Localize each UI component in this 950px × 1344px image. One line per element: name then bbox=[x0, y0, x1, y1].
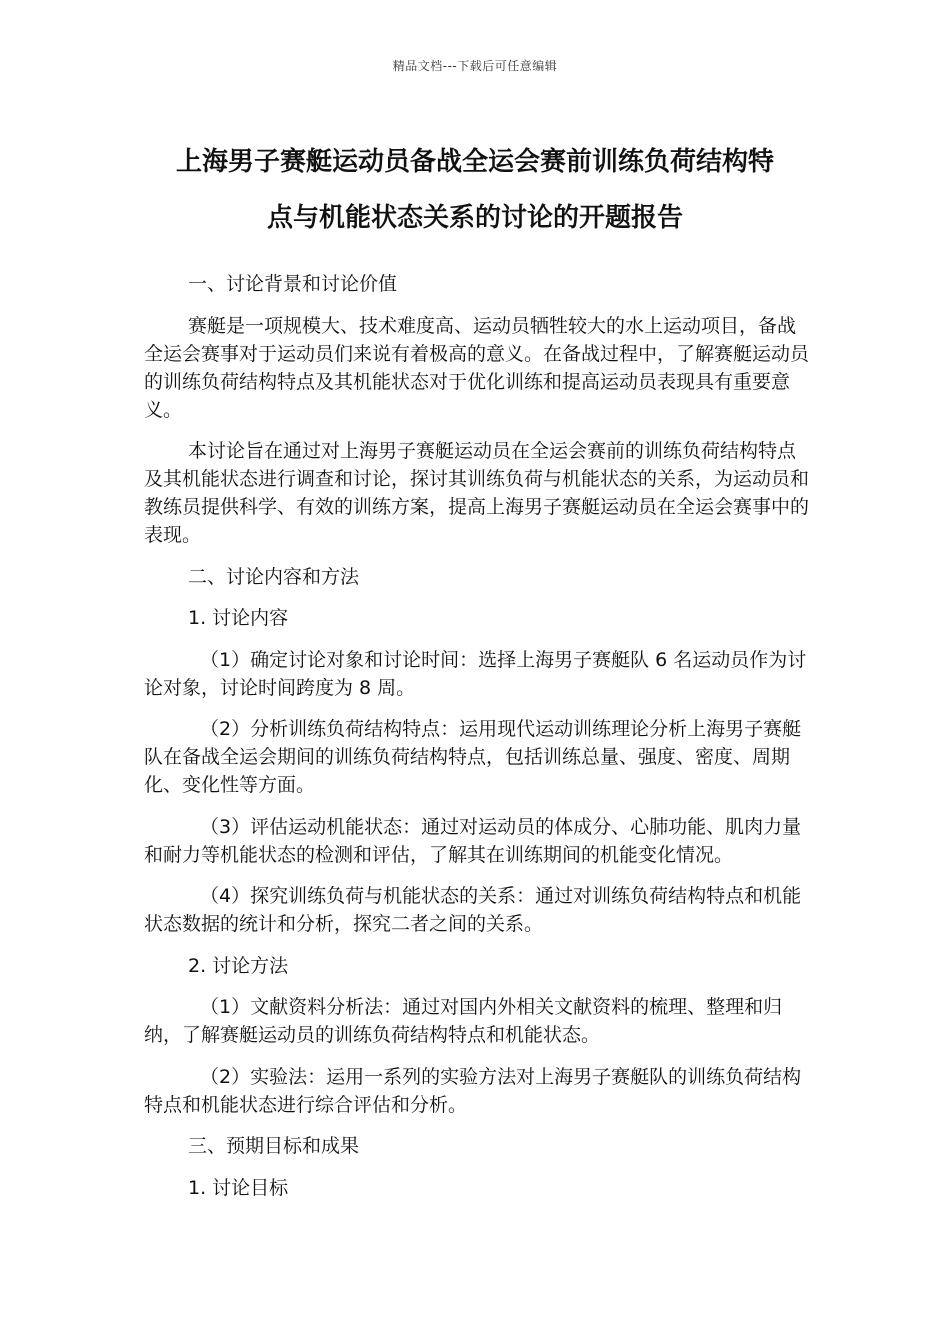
content-item-4: （4）探究训练负荷与机能状态的关系：通过对训练负荷结构特点和机能状态数据的统计和分析，探究二者之间的关系。 bbox=[144, 885, 802, 935]
subheading-goal: 1. 讨论目标 bbox=[188, 1176, 289, 1199]
section-heading-1: 一、讨论背景和讨论价值 bbox=[188, 273, 398, 295]
content-item-2: （2）分析训练负荷结构特点：运用现代运动训练理论分析上海男子赛艇队在备战全运会期间的训练负荷结构特点，包括训练总量、强度、密度、周期化、变化性等方面。 bbox=[144, 718, 802, 796]
section-heading-2: 二、讨论内容和方法 bbox=[188, 565, 360, 588]
method-item-2: （2）实验法：运用一系列的实验方法对上海男子赛艇队的训练负荷结构特点和机能状态进行综合评估和分析。 bbox=[144, 1065, 802, 1116]
title-line-1: 上海男子赛艇运动员备战全运会赛前训练负荷结构特 bbox=[175, 147, 774, 177]
section-heading-3: 三、预期目标和成果 bbox=[188, 1135, 360, 1157]
method-item-1: （1）文献资料分析法：通过对国内外相关文献资料的梳理、整理和归纳，了解赛艇运动员的训练负荷结构特点和机能状态。 bbox=[144, 996, 783, 1046]
subheading-content: 1. 讨论内容 bbox=[188, 607, 289, 629]
paragraph-background-2: 本讨论旨在通过对上海男子赛艇运动员在全运会赛前的训练负荷结构特点及其机能状态进行调查和讨论，探讨其训练负荷与机能状态的关系，为运动员和教练员提供科学、有效的训练方案，提高上海男子赛艇运动员在全运会赛事中的表现。 bbox=[144, 440, 810, 546]
paragraph-background-1: 赛艇是一项规模大、技术难度高、运动员牺牲较大的水上运动项目，备战全运会赛事对于运动员们来说有着极高的意义。在备战过程中，了解赛艇运动员的训练负荷结构特点及其机能状态对于优化训练和提高运动员表现具有重要意义。 bbox=[144, 314, 810, 421]
title-line-2: 点与机能状态关系的讨论的开题报告 bbox=[266, 203, 683, 233]
header-note: 精品文档---下载后可任意编辑 bbox=[392, 59, 558, 73]
content-item-3: （3）评估运动机能状态：通过对运动员的体成分、心肺功能、肌肉力量和耐力等机能状态的检测和评估，了解其在训练期间的机能变化情况。 bbox=[144, 815, 802, 866]
subheading-method: 2. 讨论方法 bbox=[188, 954, 289, 977]
document-body bbox=[144, 270, 810, 1215]
content-item-1: （1）确定讨论对象和讨论时间：选择上海男子赛艇队 6 名运动员作为讨论对象，讨论时间跨度为 8 周。 bbox=[144, 648, 807, 699]
document-title bbox=[140, 134, 810, 246]
